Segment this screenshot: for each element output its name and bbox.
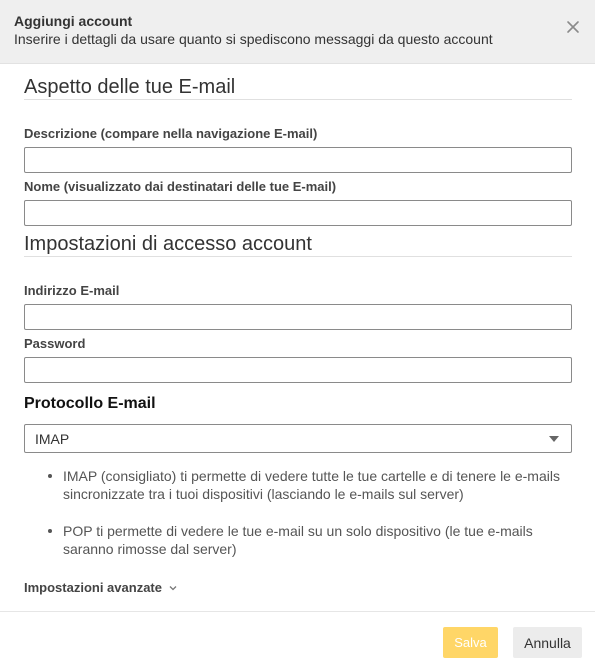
protocol-selected-value: IMAP [35, 431, 70, 447]
dialog-title: Aggiungi account [14, 13, 133, 29]
save-button[interactable]: Salva [443, 627, 498, 658]
email-input[interactable] [24, 304, 572, 330]
section-divider [24, 256, 572, 257]
section-title-access: Impostazioni di accesso account [24, 233, 312, 255]
close-button[interactable] [565, 19, 581, 35]
close-icon [565, 19, 581, 35]
chevron-down-icon [168, 583, 178, 593]
section-title-appearance: Aspetto delle tue E-mail [24, 76, 236, 98]
caret-down-icon [549, 436, 559, 442]
footer-divider [0, 611, 595, 612]
password-label: Password [24, 336, 86, 351]
protocol-select[interactable] [24, 424, 572, 453]
dialog-subtitle: Inserire i dettagli da usare quanto si spediscono messaggi da questo account [14, 31, 493, 47]
advanced-settings-toggle[interactable] [24, 580, 178, 595]
name-label: Nome (visualizzato dai destinatari delle tue E-mail) [24, 179, 337, 194]
description-label: Descrizione (compare nella navigazione E-mail) [24, 126, 318, 141]
list-item: POP ti permette di vedere le tue e-mail su un solo dispositivo (le tue e-mails saranno rimosse dal server) [48, 522, 568, 558]
section-divider [24, 99, 572, 100]
advanced-settings-label: Impostazioni avanzate [24, 580, 162, 595]
list-item: IMAP (consigliato) ti permette di vedere tutte le tue cartelle e di tenere le e-mails sincronizzate tra i tuoi dispositivi (lasciando le e-mails sul server) [48, 467, 568, 503]
email-label: Indirizzo E-mail [24, 283, 120, 298]
dialog-header [0, 0, 595, 64]
name-input[interactable] [24, 200, 572, 226]
password-input[interactable] [24, 357, 572, 383]
description-input[interactable] [24, 147, 572, 173]
protocol-help-list [48, 467, 568, 558]
protocol-heading: Protocollo E-mail [24, 395, 156, 412]
cancel-button[interactable]: Annulla [513, 627, 582, 658]
